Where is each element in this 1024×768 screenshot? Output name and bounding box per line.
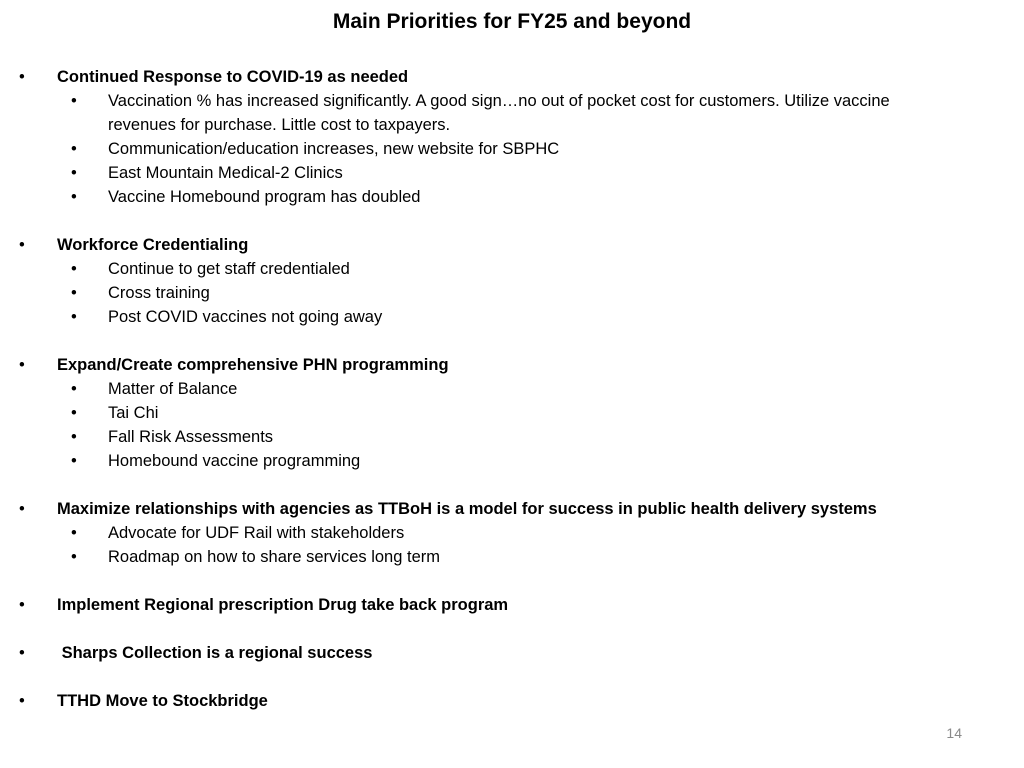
- section-agency-relationships: [0, 497, 1024, 569]
- list-item-text: Communication/education increases, new website for SBPHC: [108, 140, 560, 158]
- list-item-text: Homebound vaccine programming: [108, 452, 361, 470]
- bullet-icon: •: [19, 68, 25, 86]
- list-item: [0, 401, 908, 425]
- bullet-icon: •: [71, 188, 77, 206]
- section-heading: [0, 689, 1024, 713]
- section-sharps-collection: [0, 641, 1024, 665]
- bullet-icon: •: [71, 260, 77, 278]
- list-item: [0, 281, 908, 305]
- list-item: [0, 377, 908, 401]
- list-item-text: Matter of Balance: [108, 380, 238, 398]
- list-item-text: Advocate for UDF Rail with stakeholders: [108, 524, 405, 542]
- section-heading-text: Sharps Collection is a regional success: [57, 644, 373, 662]
- bullet-icon: •: [71, 404, 77, 422]
- section-heading: [0, 641, 1024, 665]
- list-item-text: Cross training: [108, 284, 210, 302]
- list-item: [0, 161, 908, 185]
- section-heading: [0, 353, 1024, 377]
- section-heading: [0, 497, 1024, 521]
- list-item-text: East Mountain Medical-2 Clinics: [108, 164, 343, 182]
- bullet-icon: •: [19, 644, 25, 662]
- section-heading: [0, 593, 1024, 617]
- bullet-icon: •: [71, 452, 77, 470]
- section-drug-take-back: [0, 593, 1024, 617]
- bullet-icon: •: [71, 548, 77, 566]
- section-heading: [0, 65, 1024, 89]
- list-item-text: Roadmap on how to share services long term: [108, 548, 440, 566]
- section-heading-text: Maximize relationships with agencies as TTBoH is a model for success in public health delivery systems: [57, 500, 877, 518]
- bullet-list: [0, 65, 1024, 713]
- section-tthd-move: [0, 689, 1024, 713]
- bullet-icon: •: [71, 164, 77, 182]
- section-heading-text: Implement Regional prescription Drug take back program: [57, 596, 509, 614]
- bullet-icon: •: [71, 380, 77, 398]
- section-workforce-credentialing: [0, 233, 1024, 329]
- bullet-icon: •: [19, 356, 25, 374]
- section-phn-programming: [0, 353, 1024, 473]
- list-item: [0, 425, 908, 449]
- page-number: 14: [946, 725, 962, 741]
- section-covid-response: [0, 65, 1024, 209]
- list-item: [0, 185, 908, 209]
- list-item: [0, 89, 908, 137]
- section-heading-text: Workforce Credentialing: [57, 236, 249, 254]
- list-item: [0, 257, 908, 281]
- bullet-icon: •: [71, 524, 77, 542]
- list-item-text: Vaccine Homebound program has doubled: [108, 188, 421, 206]
- section-heading-text: Continued Response to COVID-19 as needed: [57, 68, 409, 86]
- bullet-icon: •: [71, 140, 77, 158]
- bullet-icon: •: [71, 308, 77, 326]
- list-item-text: Tai Chi: [108, 404, 159, 422]
- bullet-icon: •: [19, 236, 25, 254]
- bullet-icon: •: [71, 284, 77, 302]
- bullet-icon: •: [19, 596, 25, 614]
- list-item: [0, 545, 908, 569]
- bullet-icon: •: [19, 500, 25, 518]
- bullet-icon: •: [71, 428, 77, 446]
- section-heading-text: Expand/Create comprehensive PHN programming: [57, 356, 449, 374]
- slide-title: Main Priorities for FY25 and beyond: [332, 10, 692, 33]
- list-item-text: Vaccination % has increased significantly. A good sign…no out of pocket cost for customers. Utilize vaccine revenues for purchase. Little cost to taxpayers.: [108, 92, 890, 134]
- list-item-text: Continue to get staff credentialed: [108, 260, 350, 278]
- bullet-icon: •: [71, 92, 77, 110]
- list-item: [0, 137, 908, 161]
- list-item: [0, 305, 908, 329]
- section-heading-text: TTHD Move to Stockbridge: [57, 692, 268, 710]
- list-item-text: Post COVID vaccines not going away: [108, 308, 383, 326]
- list-item: [0, 449, 908, 473]
- section-heading: [0, 233, 1024, 257]
- list-item: [0, 521, 908, 545]
- list-item-text: Fall Risk Assessments: [108, 428, 274, 446]
- bullet-icon: •: [19, 692, 25, 710]
